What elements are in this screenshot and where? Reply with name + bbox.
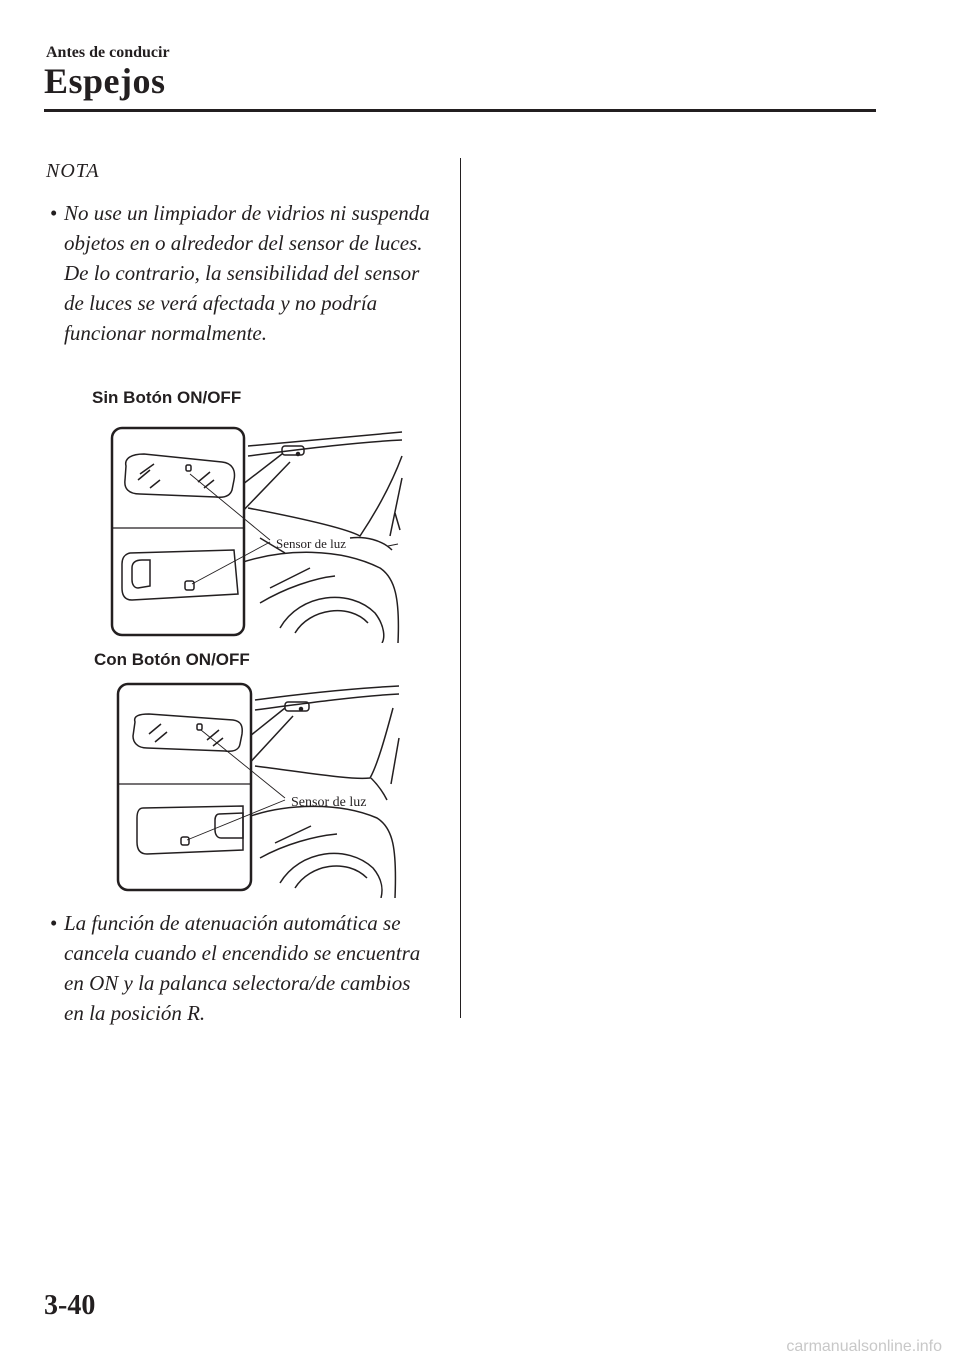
bullet-dot: •	[50, 911, 58, 935]
bullet-dot: •	[50, 201, 58, 225]
note-bullet-2	[50, 908, 430, 1028]
mirror-illustration-without-button	[110, 418, 410, 643]
breadcrumb: Antes de conducir	[46, 44, 170, 61]
note-bullet-text: La función de atenuación automática se cancela cuando el encendido se encuentra en ON y la palanca selectora/de cambios en la posición R.	[64, 911, 421, 1025]
watermark: carmanualsonline.info	[786, 1338, 942, 1355]
mirror-illustration-with-button	[115, 678, 405, 898]
note-heading: NOTA	[46, 160, 100, 182]
page-number: 3-40	[44, 1290, 96, 1321]
note-bullet-1	[50, 198, 430, 348]
column-divider	[460, 158, 461, 1018]
page-title: Espejos	[44, 61, 166, 101]
callout-light-sensor: Sensor de luz	[276, 536, 347, 551]
note-bullet-text: No use un limpiador de vidrios ni suspenda objetos en o alrededor del sensor de luces. De lo contrario, la sensibilidad del sensor de luces se verá afectada y no podría funcionar normalmente.	[64, 201, 430, 345]
title-divider	[44, 109, 876, 112]
callout-light-sensor: Sensor de luz	[291, 795, 367, 810]
figure-label-with-button: Con Botón ON/OFF	[94, 650, 250, 669]
figure-label-without-button: Sin Botón ON/OFF	[92, 388, 242, 407]
